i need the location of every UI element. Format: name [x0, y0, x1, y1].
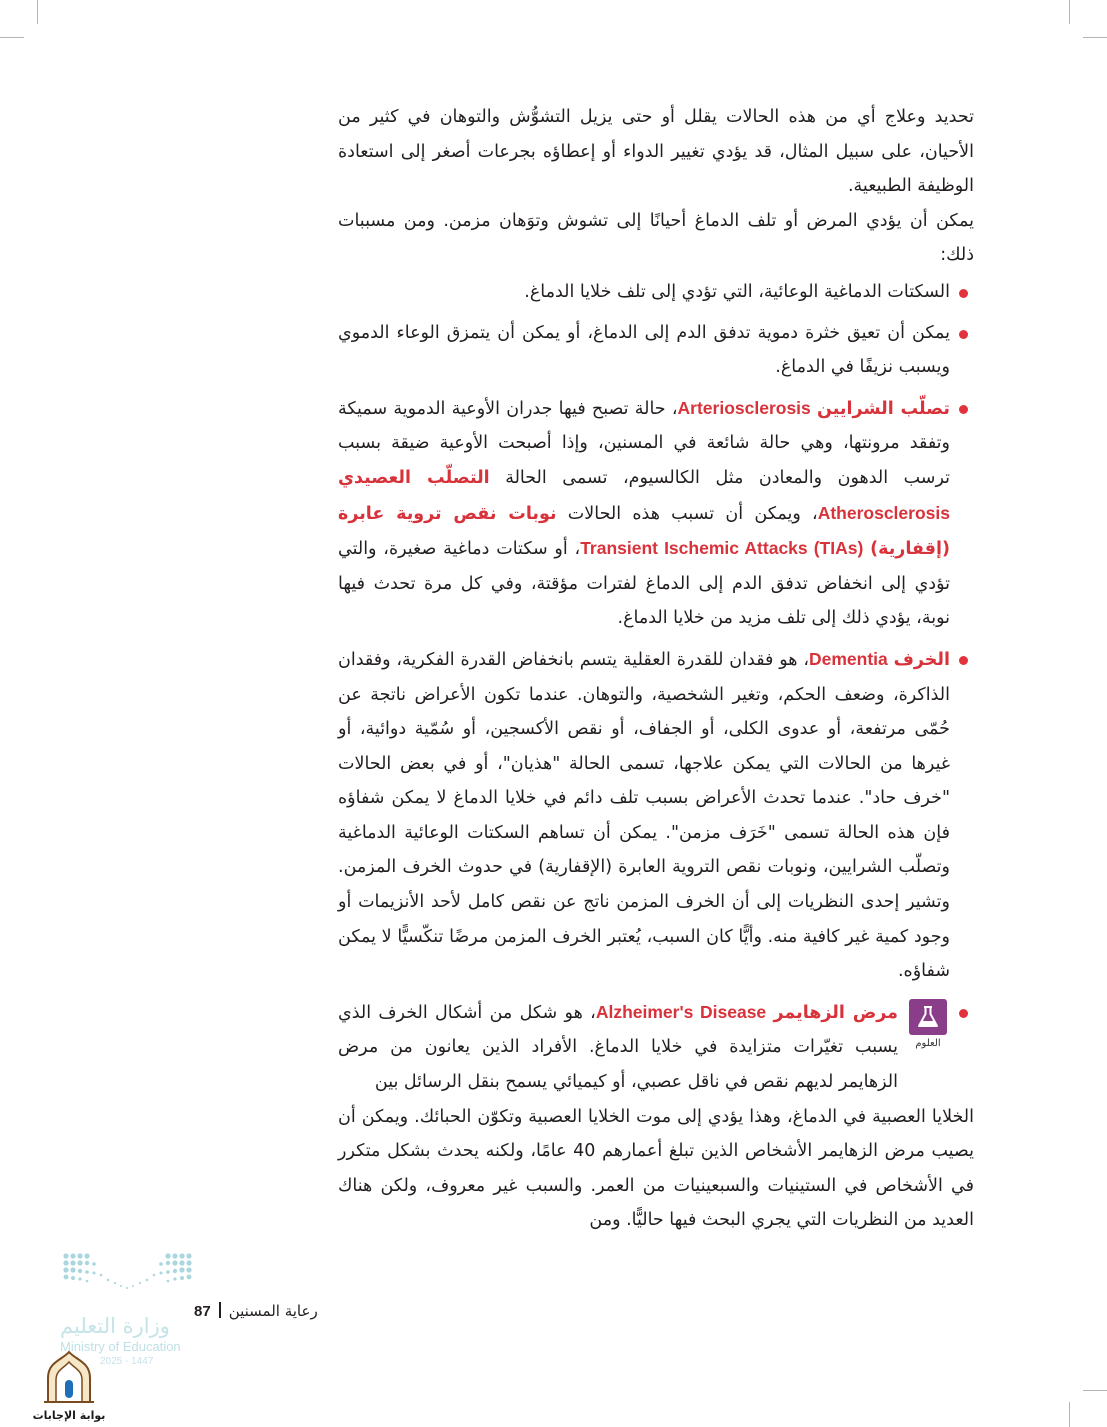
- bullet-text: ، هو فقدان للقدرة العقلية يتسم بانخفاض القدرة الفكرية، وفقدان الذاكرة، وضعف الحكم، وتغير الشخصية، والتوهان. عندما تكون الأعراض ناتجة عن حُمّى مرتفعة، أو عدوى الكلى، أو الجفاف، أو نقص الأكسجين، أو سُمّية دوائية، أو غيرها من الحالات التي يمكن علاجها، تسمى الحالة "هذيان"، أو في بعض الحالات "خرف حاد". عندما تحدث الأعراض بسبب تلف دائم في خلايا الدماغ لا يمكن شفاؤه فإن هذه الحالة تسمى "خَرَف مزمن". يمكن أن تساهم السكتات الوعائية الدماغية وتصلّب الشرايين، ونوبات نقص التروية العابرة (الإقفارية) في حدوث الخرف المزمن. وتشير إحدى النظريات إلى أن الخرف المزمن ناتج عن نقص كامل لأحد الأنزيمات أو وجود كمية غير كافية منه. وأيًّا كان السبب، يُعتبر الخرف المزمن مرضًا تنكّسيًّا لا يمكن شفاؤه.: [338, 649, 950, 982]
- term-atherosclerosis-ar: التصلّب العصيدي: [338, 467, 490, 488]
- term-tia-ar: نوبات نقص تروية عابرة (إقفارية): [338, 503, 950, 560]
- crop-mark-top-right-v: [1069, 0, 1070, 24]
- watermark-text: بوابة الإجابات: [32, 1409, 106, 1422]
- alzheimers-continued: الخلايا العصبية في الدماغ، وهذا يؤدي إلى موت الخلايا العصبية وتكوّن الحبائك. ويمكن أن يصيب مرض الزهايمر الأشخاص الذين تبلغ أعمارهم 40 عامًا، ولكنه يحدث بشكل متكرر في الأشخاص في الستينيات والسبعينيات من العمر. والسبب غير معروف، ولكن هناك العديد من النظريات التي يجري البحث فيها حاليًّا. ومن: [338, 1106, 974, 1231]
- ministry-logo-icon: [60, 1250, 200, 1294]
- bullet-text: ، هو شكل من أشكال الخرف الذي يسبب تغيّرات متزايدة في خلايا الدماغ. الأفراد الذين يعانون من مرض الزهايمر لديهم نقص في ناقل عصبي، أو كيميائي يسمح بنقل الرسائل بين: [338, 1002, 898, 1093]
- mosque-icon: [32, 1350, 106, 1408]
- bullet-text: يمكن أن تعيق خثرة دموية تدفق الدم إلى الدماغ، أو يمكن أن يتمزق الوعاء الدموي ويسبب نزيفًا في الدماغ.: [338, 322, 950, 378]
- ministry-name-en: Ministry of Education: [60, 1339, 181, 1354]
- crop-mark-top-left-v: [37, 0, 38, 24]
- watermark: [32, 1350, 106, 1422]
- list-item-arteriosclerosis: [338, 391, 950, 636]
- crop-mark-top-right-h: [1083, 37, 1107, 38]
- term-dementia-ar: الخرف: [893, 649, 950, 670]
- list-item-blood-clot: [338, 316, 950, 385]
- term-arteriosclerosis-ar: تصلّب الشرايين: [817, 398, 950, 419]
- bullet-text: ، حالة تصبح فيها جدران الأوعية الدموية سميكة وتفقد مرونتها، وهي حالة شائعة في المسنين، وإذا أصبحت الأوعية ضيقة بسبب ترسب الدهون والمعادن مثل الكالسيوم، تسمى الحالة: [338, 398, 950, 488]
- alzheimers-row: [338, 995, 950, 1100]
- term-dementia-en: Dementia: [808, 648, 888, 669]
- ministry-name-ar: وزارة التعليم: [60, 1314, 170, 1338]
- term-atherosclerosis-en: Atherosclerosis: [817, 502, 950, 523]
- section-title: رعاية المسنين: [228, 1302, 318, 1320]
- crop-mark-bottom-right-h: [1083, 1390, 1107, 1391]
- page-number: 87: [194, 1303, 211, 1320]
- crop-mark-bottom-right-v: [1069, 1402, 1070, 1427]
- science-badge-label: العلوم: [915, 1037, 941, 1049]
- term-tia-en: Transient Ischemic Attacks (TIAs): [580, 538, 864, 559]
- bullet-text: ، أو سكتات دماغية صغيرة، والتي تؤدي إلى انخفاض تدفق الدم إلى الدماغ لفترات مؤقتة، وفي كل مرة تحدث فيها نوبة، يؤدي ذلك إلى تلف مزيد من خلايا الدماغ.: [338, 539, 950, 629]
- folio-divider: [219, 1302, 221, 1318]
- list-item-dementia: [338, 642, 950, 989]
- crop-mark-top-left-h: [0, 37, 24, 38]
- paragraph-1: تحديد وعلاج أي من هذه الحالات يقلل أو حتى يزيل التشوُّش والتوهان في كثير من الأحيان، على سبيل المثال، قد يؤدي تغيير الدواء أو إعطاؤه بجرعات أصغر إلى استعادة الوظيفة الطبيعية.: [338, 107, 974, 197]
- term-alzheimers-ar: مرض الزهايمر: [773, 1002, 898, 1023]
- term-alzheimers-en: Alzheimer's Disease: [595, 1001, 767, 1022]
- flask-icon: [909, 999, 947, 1035]
- causes-list: [338, 275, 974, 1238]
- bullet-text: ، ويمكن أن تسبب هذه الحالات: [567, 503, 818, 524]
- alzheimers-text: [338, 995, 898, 1100]
- page-folio: [194, 1301, 318, 1322]
- list-item-vascular-strokes: [338, 275, 950, 310]
- bullet-text: السكتات الدماغية الوعائية، التي تؤدي إلى تلف خلايا الدماغ.: [524, 281, 950, 302]
- term-arteriosclerosis-en: Arteriosclerosis: [677, 397, 811, 418]
- paragraph-2: يمكن أن يؤدي المرض أو تلف الدماغ أحيانًا إلى تشوش وتوَهان مزمن. ومن مسببات ذلك:: [338, 210, 974, 266]
- science-badge: [906, 999, 950, 1051]
- list-item-alzheimers: [338, 995, 974, 1238]
- ministry-year: 2025 - 1447: [100, 1356, 154, 1367]
- page-body: [338, 100, 974, 1244]
